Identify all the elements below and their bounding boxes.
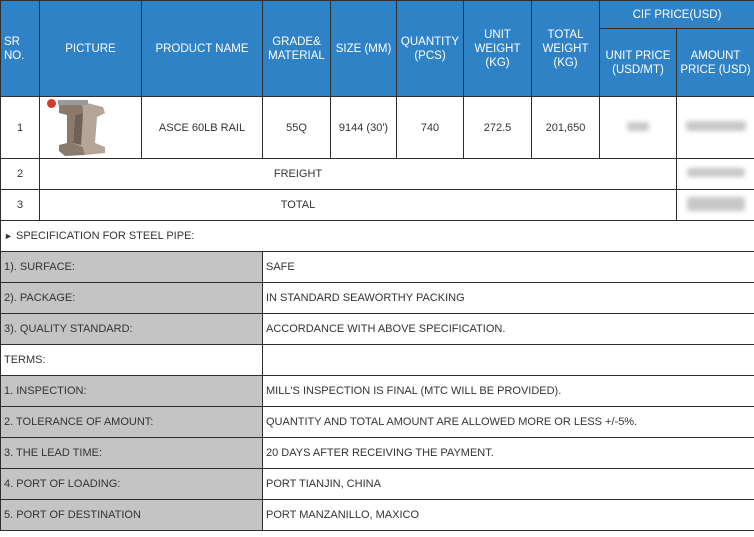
header-unit-price: UNIT PRICE (USD/MT) <box>600 29 677 97</box>
header-amount-price: AMOUNT PRICE (USD) <box>677 29 754 97</box>
spec-row <box>1 283 754 314</box>
header-row-top <box>1 1 754 29</box>
redacted-unit-price <box>627 122 649 131</box>
terms-row <box>1 469 754 500</box>
spec-row <box>1 314 754 345</box>
rail-icon <box>43 99 139 157</box>
spec-row <box>1 252 754 283</box>
terms-value: 20 DAYS AFTER RECEIVING THE PAYMENT. <box>263 438 754 469</box>
terms-row <box>1 438 754 469</box>
terms-title-blank <box>263 345 754 376</box>
triangle-bullet-icon: ► <box>4 231 13 241</box>
spec-title-row <box>1 221 754 252</box>
total-amount <box>677 190 754 221</box>
terms-value: QUANTITY AND TOTAL AMOUNT ARE ALLOWED MORE OR LESS +/-5%. <box>263 407 754 438</box>
header-sr-no: SR NO. <box>1 1 40 97</box>
row-sr: 1 <box>1 97 40 159</box>
table-row <box>1 97 754 159</box>
terms-value: MILL'S INSPECTION IS FINAL (MTC WILL BE PROVIDED). <box>263 376 754 407</box>
spec-label: 2). PACKAGE: <box>1 283 263 314</box>
row-unit-weight: 272.5 <box>464 97 532 159</box>
terms-value: PORT TIANJIN, CHINA <box>263 469 754 500</box>
terms-title: TERMS: <box>1 345 263 376</box>
steel-rail-photo <box>43 99 139 157</box>
brand-logo-icon <box>47 99 56 108</box>
header-cif-price: CIF PRICE(USD) <box>600 1 754 29</box>
terms-row <box>1 500 754 531</box>
row-grade: 55Q <box>263 97 331 159</box>
product-picture <box>40 97 142 159</box>
terms-row <box>1 376 754 407</box>
total-row <box>1 190 754 221</box>
row-quantity: 740 <box>397 97 464 159</box>
terms-label: 4. PORT OF LOADING: <box>1 469 263 500</box>
row-size: 9144 (30') <box>331 97 397 159</box>
terms-label: 2. TOLERANCE OF AMOUNT: <box>1 407 263 438</box>
terms-title-row <box>1 345 754 376</box>
freight-label <box>40 159 677 190</box>
header-total-weight: TOTAL WEIGHT (KG) <box>532 1 600 97</box>
header-grade-material: GRADE& MATERIAL <box>263 1 331 97</box>
spec-title-text: SPECIFICATION FOR STEEL PIPE: <box>15 230 195 242</box>
spec-value: SAFE <box>263 252 754 283</box>
header-unit-weight: UNIT WEIGHT (KG) <box>464 1 532 97</box>
spec-label: 3). QUALITY STANDARD: <box>1 314 263 345</box>
terms-value: PORT MANZANILLO, MAXICO <box>263 500 754 531</box>
row-unit-price <box>600 97 677 159</box>
spec-label: 1). SURFACE: <box>1 252 263 283</box>
row-amount-price <box>677 97 754 159</box>
header-quantity: QUANTITY (PCS) <box>397 1 464 97</box>
header-picture: PICTURE <box>40 1 142 97</box>
freight-row <box>1 159 754 190</box>
brand-logo-text <box>58 100 88 105</box>
spec-value: ACCORDANCE WITH ABOVE SPECIFICATION. <box>263 314 754 345</box>
spec-title <box>1 221 754 252</box>
total-text: TOTAL <box>280 199 316 211</box>
redacted-freight-amount <box>687 168 745 177</box>
row-product-name: ASCE 60LB RAIL <box>142 97 263 159</box>
header-product-name: PRODUCT NAME <box>142 1 263 97</box>
freight-text: FREIGHT <box>273 168 323 180</box>
terms-label: 3. THE LEAD TIME: <box>1 438 263 469</box>
total-sr: 3 <box>1 190 40 221</box>
header-size: SIZE (MM) <box>331 1 397 97</box>
terms-label: 1. INSPECTION: <box>1 376 263 407</box>
spec-value: IN STANDARD SEAWORTHY PACKING <box>263 283 754 314</box>
redacted-amount-price <box>686 121 746 131</box>
freight-amount <box>677 159 754 190</box>
total-label <box>40 190 677 221</box>
redacted-total-amount <box>687 197 745 211</box>
freight-sr: 2 <box>1 159 40 190</box>
terms-label: 5. PORT OF DESTINATION <box>1 500 263 531</box>
row-total-weight: 201,650 <box>532 97 600 159</box>
terms-row <box>1 407 754 438</box>
